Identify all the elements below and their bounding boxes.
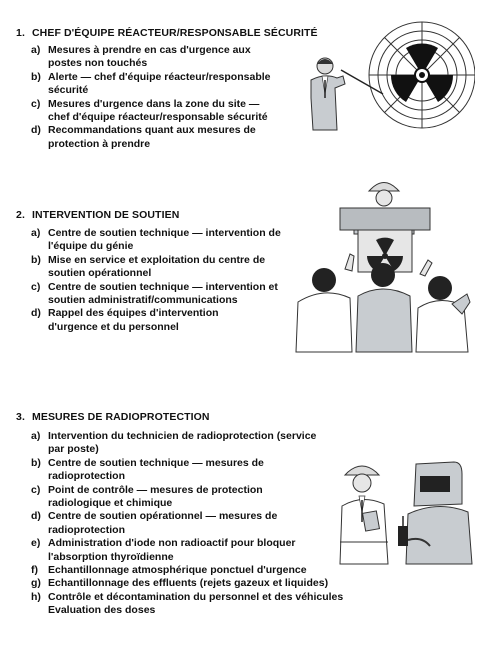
list-item: b) Centre de soutien technique — mesures de radioprotection <box>31 456 264 483</box>
list-item: d) Recommandations quant aux mesures de protection à prendre <box>31 124 256 150</box>
section-3-list <box>31 430 343 618</box>
section-2-list <box>31 227 281 334</box>
list-item: a) Centre de soutien technique — intervention de l'équipe du génie <box>31 227 281 253</box>
list-item: b) Mise en service et exploitation du centre de soutien opérationnel <box>31 253 266 280</box>
person-pointing-at-radiation-target-icon <box>305 18 475 138</box>
list-item: c) Point de contrôle — mesures de protection radiologique et chimique <box>31 483 263 510</box>
list-item: b) Alerte — chef d'équipe réacteur/responsable sécurité <box>31 70 271 97</box>
section-2-title: 2. INTERVENTION DE SOUTIEN <box>16 209 180 221</box>
list-item: g) Echantillonnage des effluents (rejets gazeux et liquides) <box>31 577 329 590</box>
section-3 <box>0 390 500 668</box>
list-item: c) Mesures d'urgence dans la zone du site — chef d'équipe réacteur/responsable sécurité <box>31 97 268 124</box>
section-1 <box>0 0 500 170</box>
list-item: a) Intervention du technicien de radioprotection (service par poste) <box>31 430 317 456</box>
list-item: f) Echantillonnage atmosphérique ponctuel d'urgence <box>31 564 307 577</box>
section-1-list <box>31 44 270 151</box>
briefing-at-podium-icon <box>292 174 472 354</box>
list-item: d) Centre de soutien opérationnel — mesures de radioprotection <box>31 510 278 536</box>
section-2 <box>0 170 500 390</box>
list-item: e) Administration d'iode non radioactif pour bloquer l'absorption thyroïdienne <box>31 537 296 563</box>
list-item: c) Centre de soutien technique — intervention et soutien administratif/communications <box>31 280 278 307</box>
list-item: a) Mesures à prendre en cas d'urgence aux postes non touchés <box>31 44 251 70</box>
list-item: d) Rappel des équipes d'intervention d'urgence et du personnel <box>31 307 219 333</box>
list-item: h) Contrôle et décontamination du personnel et des véhicules Evaluation des doses <box>31 590 344 617</box>
section-1-title: 1. CHEF D'ÉQUIPE RÉACTEUR/RESPONSABLE SÉCURITÉ <box>16 27 318 39</box>
section-3-title: 3. MESURES DE RADIOPROTECTION <box>16 411 210 423</box>
radiation-technicians-icon <box>334 456 474 566</box>
